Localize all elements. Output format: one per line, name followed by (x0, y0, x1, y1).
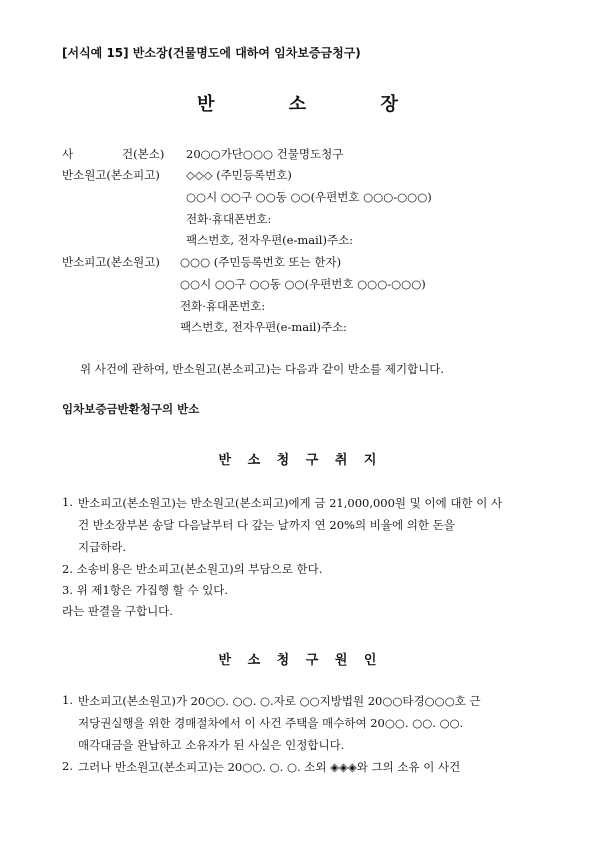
defendant-label: 반소피고(본소원고) (62, 255, 160, 269)
intro-paragraph: 위 사건에 관하여, 반소원고(본소피고)는 다음과 같이 반소를 제기합니다. (80, 362, 445, 376)
case-label-prefix: 사 (62, 147, 74, 161)
case-label-suffix: 건(본소) (122, 147, 165, 161)
defendant-address: ○○시 ○○구 ○○동 ○○(우편번호 ○○○-○○○) (180, 277, 426, 291)
cause-item1-line3: 매각대금을 완납하고 소유자가 된 사실은 인정합니다. (78, 738, 345, 752)
purpose-item1-line2: 건 반소장부본 송달 다음날부터 다 갚는 날까지 연 20%의 비율에 의한 돈을 (78, 518, 455, 532)
cause-item1-number: 1. (62, 693, 73, 707)
purpose-item2: 2. 소송비용은 반소피고(본소원고)의 부담으로 한다. (62, 562, 323, 576)
purpose-closing: 라는 판결을 구합니다. (62, 604, 173, 618)
cause-item2-line1: 그러나 반소원고(본소피고)는 20○○. ○. ○. 소외 ◈◈◈와 그의 소유 이 사건 (78, 760, 461, 774)
defendant-name: ○○○ (주민등록번호 또는 한자) (180, 255, 342, 269)
case-value: 20○○가단○○○ 건물명도청구 (186, 147, 344, 161)
purpose-item3: 3. 위 제1항은 가집행 할 수 있다. (62, 583, 229, 597)
defendant-fax: 팩스번호, 전자우편(e-mail)주소: (180, 320, 348, 334)
cause-item2-number: 2. (62, 759, 73, 773)
cause-item1-line1: 반소피고(본소원고)가 20○○. ○○. ○.자로 ○○지방법원 20○○타경○○○호 근 (78, 694, 481, 708)
purpose-heading: 반 소 청 구 취 지 (218, 453, 383, 468)
plaintiff-fax: 팩스번호, 전자우편(e-mail)주소: (186, 233, 354, 247)
form-header: [서식예 15] 반소장(건물명도에 대하여 임차보증금청구) (62, 46, 361, 60)
claim-title: 임차보증금반환청구의 반소 (62, 402, 200, 416)
cause-heading: 반 소 청 구 원 인 (218, 653, 383, 668)
plaintiff-phone: 전화·휴대폰번호: (186, 212, 272, 226)
plaintiff-address: ○○시 ○○구 ○○동 ○○(우편번호 ○○○-○○○) (186, 190, 432, 204)
purpose-item1-number: 1. (62, 495, 73, 509)
purpose-item1-line3: 지급하라. (78, 540, 127, 554)
cause-item1-line2: 저당권실행을 위한 경매절차에서 이 사건 주택을 매수하여 20○○. ○○. ○○. (78, 716, 464, 730)
plaintiff-label: 반소원고(본소피고) (62, 168, 160, 182)
defendant-phone: 전화·휴대폰번호: (180, 299, 266, 313)
purpose-item1-line1: 반소피고(본소원고)는 반소원고(본소피고)에게 금 21,000,000원 및 이에 대한 이 사 (78, 496, 503, 510)
document-title: 반 소 장 (197, 94, 432, 115)
plaintiff-name: ◇◇◇ (주민등록번호) (186, 168, 292, 182)
